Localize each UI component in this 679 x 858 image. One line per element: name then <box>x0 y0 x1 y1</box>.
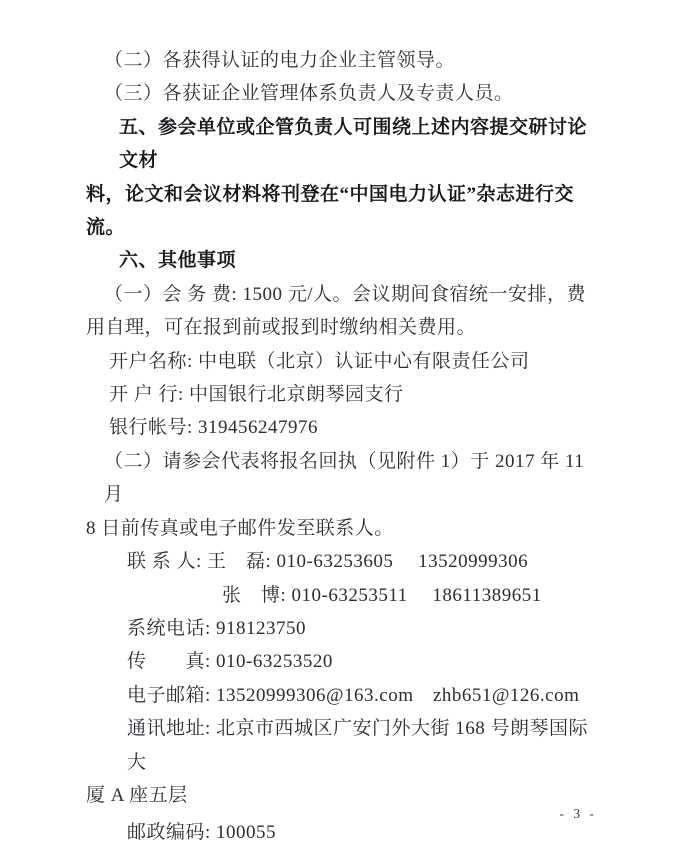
system-phone-line: 系统电话: 918123750 <box>127 617 307 639</box>
email-line: 电子邮箱: 13520999306@163.com zhb651@126.com <box>127 684 580 706</box>
section5-line2: 料，论文和会议材料将刊登在“中国电力认证”杂志进行交流。 <box>86 183 575 239</box>
fax-line: 传 真: 010-63253520 <box>127 651 333 673</box>
address-line2: 厦 A 座五层 <box>86 784 188 806</box>
account-name-line: 开户名称: 中电联（北京）认证中心有限责任公司 <box>109 350 530 372</box>
contact-person-2: 张 博: 010-63253511 18611389651 <box>222 584 542 606</box>
account-number-line: 银行帐号: 319456247976 <box>109 417 319 439</box>
attendees-item-2: （二）各获得认证的电力企业主管领导。 <box>104 50 456 71</box>
registration-line2: 8 日前传真或电子邮件发至联系人。 <box>86 517 394 539</box>
postal-code-line: 邮政编码: 100055 <box>127 822 277 844</box>
fee-line1: （一）会 务 费: 1500 元/人。会议期间食宿统一安排，费 <box>104 283 587 305</box>
section5-heading-line1: 五、参会单位或企管负责人可围绕上述内容提交研讨论文材 <box>119 116 588 172</box>
document-body <box>86 44 601 850</box>
registration-line1: （二）请参会代表将报名回执（见附件 1）于 2017 年 11 月 <box>104 450 590 506</box>
contact-person-1: 联 系 人: 王 磊: 010-63253605 13520999306 <box>127 551 529 573</box>
attendees-item-3: （三）各获证企业管理体系负责人及专责人员。 <box>104 83 514 105</box>
fee-line2: 用自理，可在报到前或报到时缴纳相关费用。 <box>86 317 477 339</box>
page-number: - 3 - <box>559 806 597 821</box>
bank-name-line: 开 户 行: 中国银行北京朗琴园支行 <box>109 384 404 406</box>
address-line1: 通讯地址: 北京市西城区广安门外大街 168 号朗琴国际大 <box>127 718 589 773</box>
section6-heading: 六、其他事项 <box>119 250 237 272</box>
